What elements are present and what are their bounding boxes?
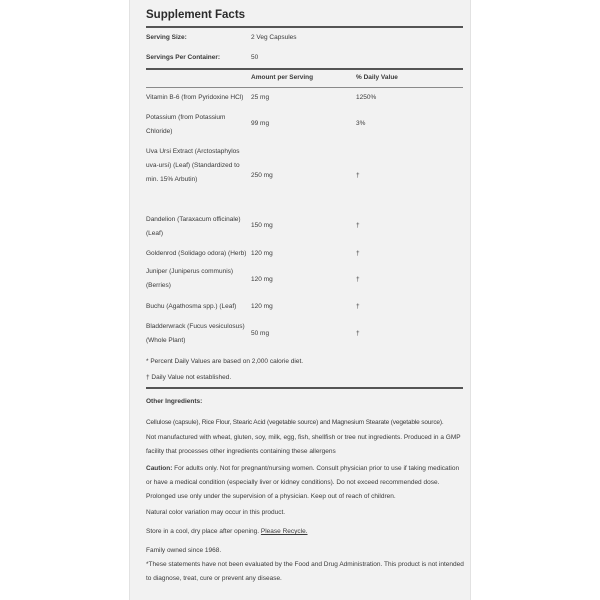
caution-text: For adults only. Not for pregnant/nursing women. Consult physician prior to use if taking medication or have a medical condition (especially liver or kidney conditions). Do not exceed recommended dose. Prolonged use only under the supervision of a physician. Keep out of reach of children. bbox=[146, 465, 460, 500]
nutrient-amount: 150 mg bbox=[251, 222, 273, 229]
servings-per-container-value: 50 bbox=[251, 54, 259, 61]
daily-value-header: % Daily Value bbox=[356, 74, 398, 81]
servings-per-container-label: Servings Per Container: bbox=[146, 54, 221, 61]
nutrient-name: Uva Ursi Extract (Arctostaphylos uva-ursi) (Leaf) (Standardized to min. 15% Arbutin) bbox=[146, 148, 240, 183]
nutrient-name: Buchu (Agathosma spp.) (Leaf) bbox=[146, 303, 237, 310]
color-variation-note: Natural color variation may occur in this product. bbox=[146, 509, 286, 516]
other-ingredients-text: Cellulose (capsule), Rice Flour, Stearic Acid (vegetable source) and Magnesium Stearate (vegetable source). bbox=[146, 419, 444, 426]
title-rule bbox=[146, 26, 463, 28]
nutrient-amount: 25 mg bbox=[251, 94, 270, 101]
nutrient-amount: 250 mg bbox=[251, 172, 273, 179]
panel-title: Supplement Facts bbox=[146, 9, 246, 21]
nutrient-daily-value: † bbox=[356, 172, 360, 179]
nutrient-amount: 120 mg bbox=[251, 250, 273, 257]
nutrient-daily-value: † bbox=[356, 250, 360, 257]
caution-label: Caution: bbox=[146, 465, 173, 472]
nutrient-amount: 50 mg bbox=[251, 330, 270, 337]
allergen-statement: Not manufactured with wheat, gluten, soy, milk, egg, fish, shellfish or tree nut ingredients. Produced in a GMP facility that processes other ingredients containing these allergens bbox=[146, 434, 461, 455]
fda-disclaimer: *These statements have not been evaluated by the Food and Drug Administration. This product is not intended to diagnose, treat, cure or prevent any disease. bbox=[146, 561, 464, 582]
nutrient-amount: 120 mg bbox=[251, 303, 273, 310]
serving-size-value: 2 Veg Capsules bbox=[251, 34, 297, 41]
ingredients-rule bbox=[146, 387, 463, 389]
other-ingredients-heading: Other Ingredients: bbox=[146, 398, 203, 405]
nutrient-name: Goldenrod (Solidago odora) (Herb) bbox=[146, 250, 247, 257]
nutrient-name: Vitamin B-6 (from Pyridoxine HCl) bbox=[146, 94, 244, 101]
serving-size-label: Serving Size: bbox=[146, 34, 187, 41]
nutrient-daily-value: 1250% bbox=[356, 94, 377, 101]
nutrient-daily-value: † bbox=[356, 276, 360, 283]
amount-per-serving-header: Amount per Serving bbox=[251, 74, 314, 81]
percent-daily-value-footnote: * Percent Daily Values are based on 2,000 calorie diet. bbox=[146, 358, 304, 365]
caution-statement bbox=[146, 462, 464, 504]
nutrient-amount: 120 mg bbox=[251, 276, 273, 283]
nutrient-daily-value: † bbox=[356, 222, 360, 229]
storage-note bbox=[146, 526, 308, 538]
nutrient-amount: 99 mg bbox=[251, 120, 270, 127]
nutrient-name: Bladderwrack (Fucus vesiculosus) (Whole Plant) bbox=[146, 323, 245, 344]
column-header-rule bbox=[146, 87, 463, 88]
nutrient-name: Juniper (Juniperus communis) (Berries) bbox=[146, 268, 234, 289]
storage-text: Store in a cool, dry place after opening. bbox=[146, 528, 261, 535]
nutrient-daily-value: † bbox=[356, 330, 360, 337]
daily-value-not-established-footnote: † Daily Value not established. bbox=[146, 374, 232, 381]
nutrient-daily-value: 3% bbox=[356, 120, 366, 127]
header-rule bbox=[146, 68, 463, 70]
family-owned-note: Family owned since 1968. bbox=[146, 547, 222, 554]
nutrient-name: Dandelion (Taraxacum officinale) (Leaf) bbox=[146, 216, 241, 237]
nutrient-daily-value: † bbox=[356, 303, 360, 310]
recycle-link[interactable]: Please Recycle. bbox=[260, 528, 308, 535]
nutrient-name: Potassium (from Potassium Chloride) bbox=[146, 114, 226, 135]
supplement-facts-panel bbox=[129, 0, 471, 600]
